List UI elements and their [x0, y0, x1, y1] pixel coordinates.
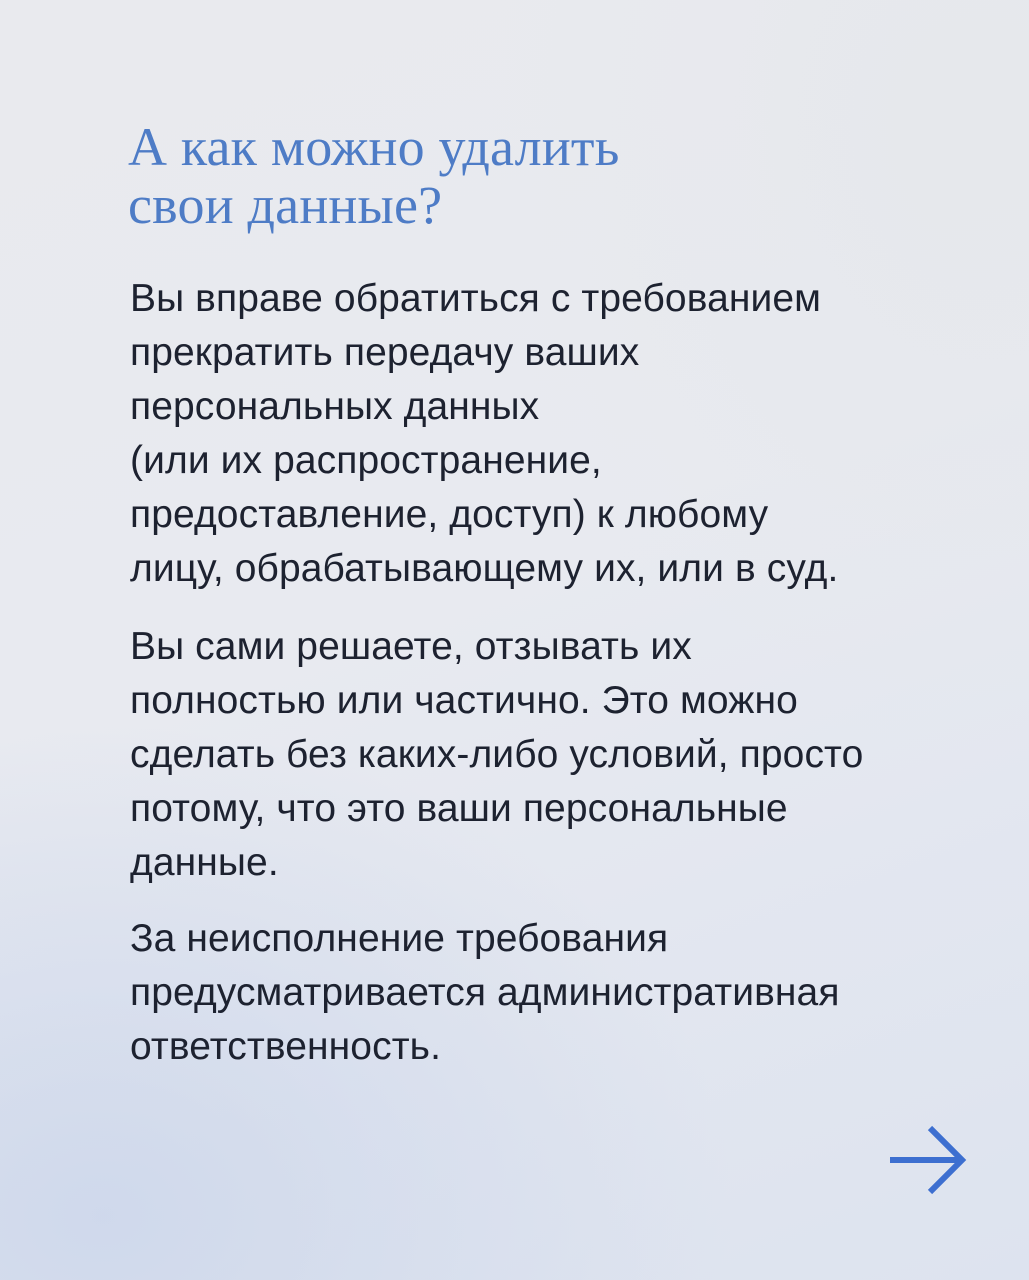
body-paragraph-liability [130, 912, 990, 1074]
paragraph-line: Вы вправе обратиться с требованием [130, 277, 822, 320]
paragraph-line: лицу, обрабатывающему их, или в суд. [130, 547, 839, 590]
paragraph-line: данные. [130, 841, 279, 884]
body-paragraph-withdraw [130, 620, 990, 890]
paragraph-line: прекратить передачу ваших [130, 331, 640, 374]
slide-title-line: А как можно удалить [128, 117, 620, 177]
slide-title [128, 118, 948, 234]
paragraph-line: потому, что это ваши персональные [130, 787, 788, 830]
body-paragraph-rights [130, 272, 990, 596]
paragraph-line: ответственность. [130, 1025, 442, 1068]
next-slide-button[interactable] [878, 1112, 974, 1208]
paragraph-line: (или их распространение, [130, 439, 602, 482]
paragraph-line: За неисполнение требования [130, 917, 669, 960]
paragraph-line: предоставление, доступ) к любому [130, 493, 769, 536]
paragraph-line: персональных данных [130, 385, 540, 428]
paragraph-line: Вы сами решаете, отзывать их [130, 625, 692, 668]
paragraph-line: предусматривается административная [130, 971, 840, 1014]
slide-title-line: свои данные? [128, 175, 443, 235]
arrow-right-icon [884, 1118, 968, 1202]
paragraph-line: сделать без каких-либо условий, просто [130, 733, 864, 776]
paragraph-line: полностью или частично. Это можно [130, 679, 798, 722]
